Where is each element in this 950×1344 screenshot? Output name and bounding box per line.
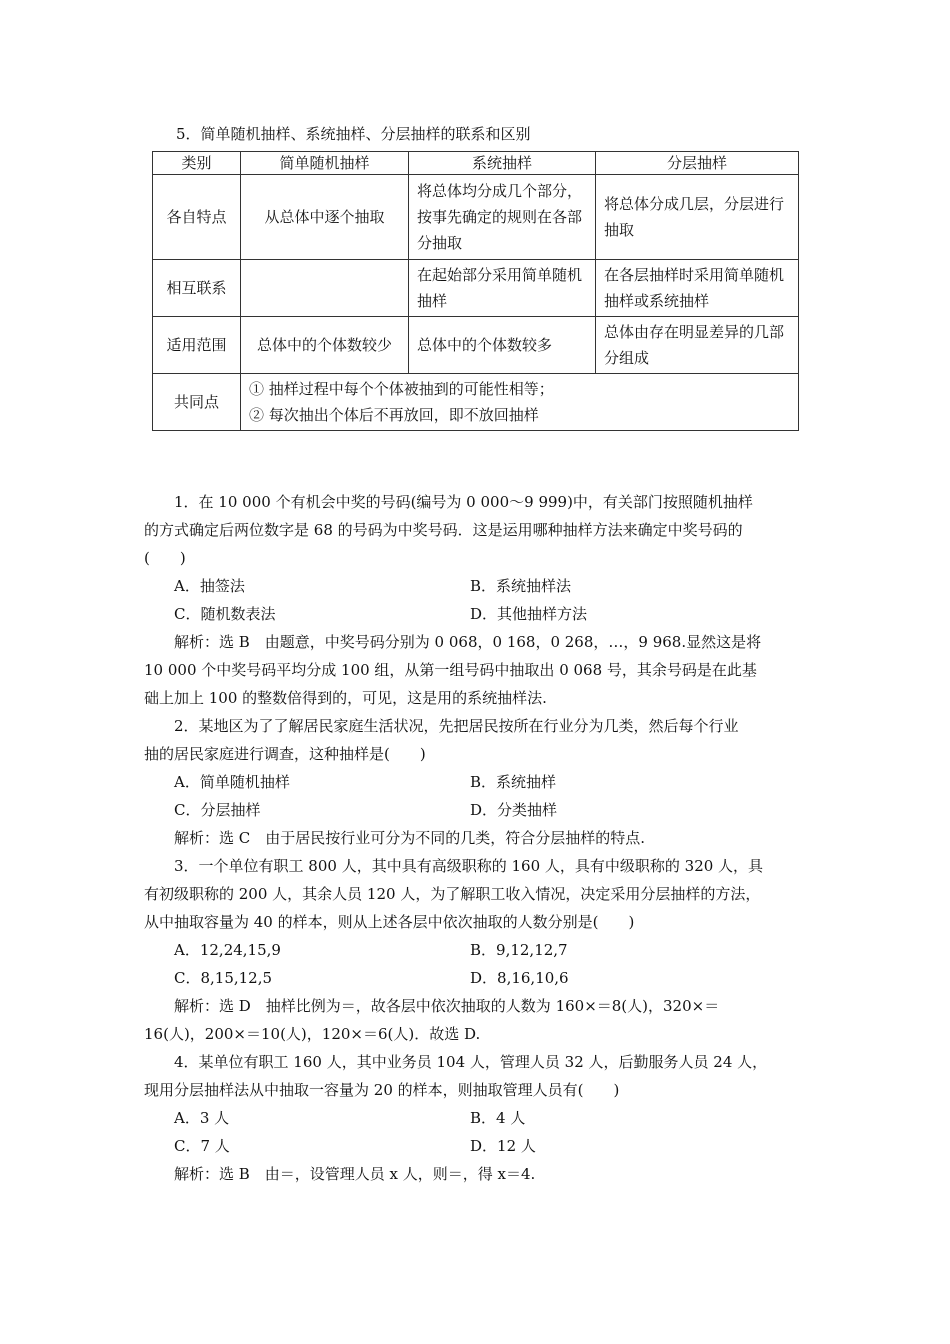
option-b: B．系统抽样法 bbox=[470, 577, 572, 595]
row-label: 各自特点 bbox=[153, 175, 241, 260]
table-header-cell: 类别 bbox=[153, 152, 241, 175]
solution-text: 解析：选 B 由题意，中奖号码分别为 0 068，0 168，0 268，…，9 968.显然这是将 bbox=[174, 633, 762, 651]
option-a: A．简单随机抽样 bbox=[174, 773, 290, 791]
solution-text: 础上加上 100 的整数倍得到的，可见，这是用的系统抽样法. bbox=[144, 689, 547, 707]
question-text: 1．在 10 000 个有机会中奖的号码(编号为 0 000～9 999)中，有关部门按照随机抽样 bbox=[174, 493, 753, 511]
table-cell: 从总体中逐个抽取 bbox=[241, 175, 409, 260]
solution-text: 16(人)，200×＝10(人)，120×＝6(人)．故选 D. bbox=[144, 1025, 481, 1043]
comparison-table bbox=[152, 151, 799, 431]
row-label: 适用范围 bbox=[153, 317, 241, 374]
table-row bbox=[153, 374, 799, 431]
solution-text: 10 000 个中奖号码平均分成 100 组，从第一组号码中抽取出 0 068 号，其余号码是在此基 bbox=[144, 661, 757, 679]
option-a: A．3 人 bbox=[174, 1109, 230, 1127]
table-row bbox=[153, 175, 799, 260]
table-cell: 将总体均分成几个部分，按事先确定的规则在各部分抽取 bbox=[409, 175, 596, 260]
option-a: A．12,24,15,9 bbox=[174, 941, 281, 959]
table-cell: 在起始部分采用简单随机抽样 bbox=[409, 260, 596, 317]
table-header-cell: 分层抽样 bbox=[596, 152, 799, 175]
question-text: 的方式确定后两位数字是 68 的号码为中奖号码．这是运用哪种抽样方法来确定中奖号码的 bbox=[144, 521, 743, 539]
common-points-cell bbox=[241, 374, 799, 431]
section-heading: 5．简单随机抽样、系统抽样、分层抽样的联系和区别 bbox=[176, 125, 531, 143]
table-cell: 总体中的个体数较多 bbox=[409, 317, 596, 374]
row-label: 相互联系 bbox=[153, 260, 241, 317]
option-b: B．系统抽样 bbox=[470, 773, 557, 791]
table-row bbox=[153, 317, 799, 374]
table-cell: 总体由存在明显差异的几部分组成 bbox=[596, 317, 799, 374]
table-header-row bbox=[153, 152, 799, 175]
solution-text: 解析：选 B 由＝，设管理人员 x 人，则＝，得 x＝4. bbox=[174, 1165, 536, 1183]
option-d: D．12 人 bbox=[470, 1137, 536, 1155]
common-point-2: ② 每次抽出个体后不再放回，即不放回抽样 bbox=[249, 406, 539, 424]
option-b: B．4 人 bbox=[470, 1109, 526, 1127]
table-cell: 将总体分成几层，分层进行抽取 bbox=[596, 175, 799, 260]
table-cell: 在各层抽样时采用简单随机抽样或系统抽样 bbox=[596, 260, 799, 317]
question-text: 2．某地区为了了解居民家庭生活状况，先把居民按所在行业分为几类，然后每个行业 bbox=[174, 717, 739, 735]
option-a: A．抽签法 bbox=[174, 577, 245, 595]
option-d: D．8,16,10,6 bbox=[470, 969, 569, 987]
option-d: D．分类抽样 bbox=[470, 801, 558, 819]
solution-text: 解析：选 D 抽样比例为＝，故各层中依次抽取的人数为 160×＝8(人)，320×＝ bbox=[174, 997, 720, 1015]
common-point-1: ① 抽样过程中每个个体被抽到的可能性相等； bbox=[249, 380, 554, 398]
question-text: 有初级职称的 200 人，其余人员 120 人，为了解职工收入情况，决定采用分层抽样的方法， bbox=[144, 885, 761, 903]
option-d: D．其他抽样方法 bbox=[470, 605, 588, 623]
question-text: ( ) bbox=[144, 549, 186, 567]
question-text: 4．某单位有职工 160 人，其中业务员 104 人，管理人员 32 人，后勤服务人员 24 人， bbox=[174, 1053, 768, 1071]
table-cell bbox=[241, 260, 409, 317]
table-row bbox=[153, 260, 799, 317]
question-text: 抽的居民家庭进行调查，这种抽样是( ) bbox=[144, 745, 426, 763]
row-label: 共同点 bbox=[153, 374, 241, 431]
question-text: 现用分层抽样法从中抽取一容量为 20 的样本，则抽取管理人员有( ) bbox=[144, 1081, 620, 1099]
option-c: C．8,15,12,5 bbox=[174, 969, 273, 987]
solution-text: 解析：选 C 由于居民按行业可分为不同的几类，符合分层抽样的特点. bbox=[174, 829, 646, 847]
table-cell: 总体中的个体数较少 bbox=[241, 317, 409, 374]
option-b: B．9,12,12,7 bbox=[470, 941, 568, 959]
option-c: C．分层抽样 bbox=[174, 801, 261, 819]
option-c: C．随机数表法 bbox=[174, 605, 276, 623]
option-c: C．7 人 bbox=[174, 1137, 230, 1155]
table-header-cell: 简单随机抽样 bbox=[241, 152, 409, 175]
question-text: 3．一个单位有职工 800 人，其中具有高级职称的 160 人，具有中级职称的 320 人，具 bbox=[174, 857, 764, 875]
question-text: 从中抽取容量为 40 的样本，则从上述各层中依次抽取的人数分别是( ) bbox=[144, 913, 635, 931]
table-header-cell: 系统抽样 bbox=[409, 152, 596, 175]
